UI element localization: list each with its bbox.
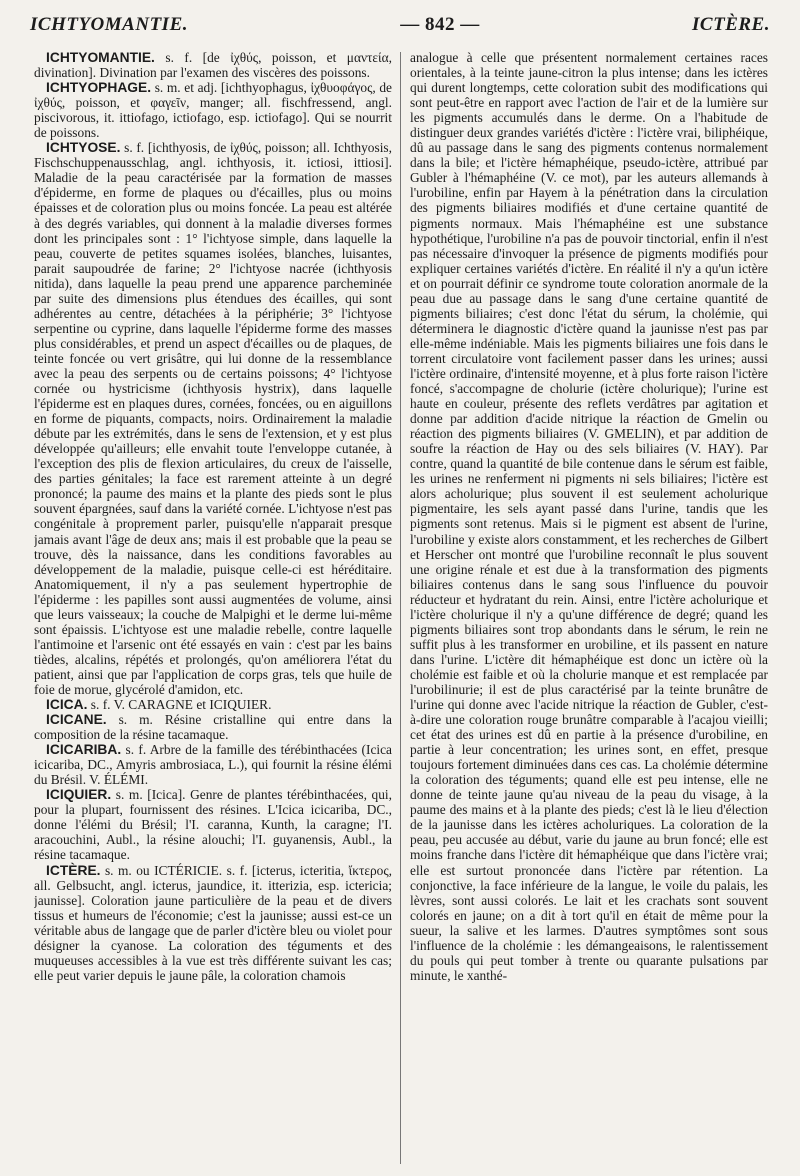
entry-iciquier [34, 787, 392, 862]
entry-ichtyose [34, 140, 392, 697]
headword: ICTÈRE. [46, 862, 101, 878]
headword: ICICA. [46, 697, 88, 713]
definition: s. f. Arbre de la famille des térébinthacées (Icica icicariba, DC., Amyris ambrosiaca, L.), qui fournit la résine élémi du Brésil. V. ÉLÉMI. [34, 742, 392, 788]
definition: s. m. ou ICTÉRICIE. s. f. [icterus, icteritia, ἴκτερος, all. Gelbsucht, angl. icterus, jaundice, it. itterizia, esp. ictericia; jaunisse]. Coloration jaune particulière de la peau et de divers tissus et humeurs de l'économie; c'est la jaunisse; aussi est-ce un véritable abus de langage que de parler d'ictère bleu ou violet pour désigner la cyanose. La coloration des téguments et des muqueuses accessibles à la vue est très différente suivant les cas; elle peut varier depuis le jaune pâle, la coloration chamois [34, 862, 392, 983]
entry-icica [34, 697, 392, 712]
entry-ichtyomantie [34, 50, 392, 80]
headword: ICHTYOMANTIE. [46, 50, 155, 65]
headword: ICHTYOPHAGE. [46, 80, 152, 96]
right-column [410, 50, 768, 1168]
entry-icicane [34, 712, 392, 742]
definition: s. m. [Icica]. Genre de plantes térébinthacées, qui, pour la plupart, fournissent des résines. L'Icica icicariba, DC., donne l'élémi du Brésil; l'I. caranna, Kunth, la caragne; l'I. aracouchini, Aubl., la résine alouchi; l'I. guyanensis, Aubl., la résine tacamaque. [34, 787, 392, 863]
definition: s. m. et adj. [ichthyophagus, ἰχθυοφάγος, de ἰχθύς, poisson, et φαγεῖν, manger; all. fischfressend, angl. piscivorous, it. ittiofago, ictiofago, esp. ictiofago]. Qui se nourrit de poissons. [34, 80, 392, 141]
entry-icicariba [34, 742, 392, 787]
headword: ICICARIBA. [46, 742, 122, 758]
page-number: — 842 — [400, 14, 480, 35]
definition: s. f. [de ἰχθύς, poisson, et μαντεία, divination]. Divination par l'examen des viscères des poissons. [34, 50, 392, 81]
entry-ictere-continued: analogue à celle que présentent normalement certaines races orientales, à la teinte jaune-citron la plus intense; dans les ictères qui durent longtemps, cette coloration subit des modifications qui sont peut-être en rapport avec l'action de l'air et de la lumière sur les pigments accumulés dans le derme. On a l'habitude de distinguer deux grandes variétés d'ictère : l'ictère vrai, biliphéique, dû au passage dans le sang des pigments contenus normalement dans la bile; et l'ictère hémaphéique, pseudo-ictère, attribué par Gubler à l'hémaphéine (V. ce mot), par les auteurs allemands à l'urobiline, enfin par Hayem à la pénétration dans la circulation des pigments biliaires modifiés et d'une certaine quantité de pigments normaux. Mais l'hémaphéine est une substance hypothétique, l'urobiline n'a pas de pouvoir tinctorial, enfin il n'est pas nécessaire d'invoquer la présence de pigments modifiés pour expliquer certaines variétés d'ictère. En réalité il n'y a qu'un ictère et on pourrait définir ce syndrome toute coloration anormale de la peau due au passage dans le sang d'une certaine quantité de pigments biliaires; c'est donc l'état du sérum, la cholémie, qui déterminera le diagnostic d'ictère quand la jaunisse n'est pas par elle-même indéniable. Mais les pigments biliaires une fois dans le torrent circulatoire vont facilement passer dans les urines; aussi l'ictère ordinaire, d'intensité moyenne, et à plus forte raison l'ictère foncé, s'accompagne de cholurie (ictère cholurique); l'urine est haute en couleur, présente des reflets verdâtres par agitation et donne par addition d'acide nitrique la réaction de Gmelin ou réaction des pigments biliaires (V. GMELIN), et par addition de soufre la réaction de Hay ou des sels biliaires (V. HAY). Par contre, quand la quantité de bile contenue dans le sérum est faible, les urines ne renferment ni pigments ni sels biliaires; l'ictère est alors acholurique; plus souvent il est seulement acholurique pigmentaire, les sels ayant passé dans l'urine, tandis que les pigments sont retenus. Mais si le pigment est absent de l'urine, l'urobiline y existe alors constamment, et les recherches de Gilbert et Herscher ont montré que l'urobiline reconnaît le plus souvent une origine rénale et est due à la transformation des pigments biliaires contenus dans le sang sous l'influence du pouvoir réducteur et hydratant du rein. Ainsi, entre l'ictère acholurique et l'ictère cholurique il n'y a qu'une différence de degré; quand les pigments biliaires sont trop abondants dans le sérum, le rein ne suffit plus à les transformer en urobiline, et ils passent en nature dans l'urine. L'ictère dit hémaphéique est donc un ictère où la cholémie est faible et où la cholurie manque et est remplacée par l'urobilinurie; il est de plus caractérisé par la teinte brunâtre de l'urine qui donne avec l'acide nitrique la réaction de Gubler, c'est-à-dire une coloration rouge brunâtre comparable à l'acajou vieilli; cet état des urines est dû en partie à la présence d'urobiline, en partie à leur concentration; les urines sont, en effet, presque toujours fortement diminuées dans ces cas. La cholémie détermine la coloration des téguments; quand elle est peu intense, elle ne donne de teinte jaune qu'au niveau de la peau du visage, à la paume des mains et à la plante des pieds; c'est là le lieu d'élection de la jaunisse dans les ictères acholuriques. La coloration de la peau, peu accusée au début, varie du jaune au brun foncé; elle est moins franche dans l'ictère dit hémaphéique que dans l'ictère vrai; elle est surtout prononcée dans l'ictère par rétention. La conjonctive, la face inférieure de la langue, le voile du palais, les lèvres, sont aussi colorés. Le lait et les crachats sont souvent colorés en jaune; on a dit à tort qu'il en était de même pour la sueur, la salive et les larmes. D'autres symptômes sont sous l'influence de la cholémie : les démangeaisons, le ralentissement du pouls qui peut tomber à trente ou quarante pulsations par minute, le xanthé- [410, 50, 768, 983]
column-divider [400, 52, 401, 1164]
headword: ICIQUIER. [46, 787, 112, 803]
definition: s. m. Résine cristalline qui entre dans la composition de la résine tacamaque. [34, 712, 392, 743]
headword: ICHTYOSE. [46, 140, 121, 156]
running-header [30, 14, 770, 42]
header-right-word: ICTÈRE. [692, 14, 770, 35]
definition: s. f. V. CARAGNE et ICIQUIER. [87, 697, 272, 713]
definition: s. f. [ichthyosis, de ἰχθύς, poisson; all. Ichthyosis, Fischschuppenausschlag, angl. ichthyosis, it. ictiosi, ittiosi]. Maladie de la peau caractérisée par la formation de masses d'épiderme, en forme de plaques ou d'écailles, plus ou moins épaisses et de coloration plus ou moins foncée. La peau est altérée à des degrés variables, qui donnent à la maladie diverses formes dont les principales sont : 1° l'ichtyose simple, dans laquelle la peau, couverte de petites squames isolées, blanches, luisantes, parait saupoudrée de farine; 2° l'ichtyose nacrée (ichthyosis nitida), dans laquelle la peau prend une apparence parcheminée par suite des dimensions plus étendues des écailles, qui sont adhérentes au centre, détachées à la périphérie; 3° l'ichtyose serpentine ou cyprine, dans laquelle l'épiderme forme des masses plus considérables, et prend un aspect d'écailles ou de plaques, de teinte foncée ou vert grisâtre, qui lui donne de la ressemblance avec la peau des serpents ou de certains poissons; 4° l'ichtyose cornée ou hystricisme (ichthyosis hystrix), dans laquelle l'épiderme est en plaques dures, cornées, foncées, ou en aiguillons en forme de piquants, compacts, noirs. Ordinairement la maladie débute par les extrémités, dans le sens de l'extension, et y est plus développée qu'ailleurs; elle envahit toute l'enveloppe cutanée, à l'exception des plis de flexion articulaires, du creux de l'aisselle, des parties génitales; la face est rarement atteinte à un degré prononcé; la paume des mains et la plante des pieds sont le plus souvent épargnées, sauf dans la variété cornée. L'ichtyose n'est pas congénitale à proprement parler, puisqu'elle n'apparait presque jamais avant l'âge de deux ans; mais il est probable que la peau se trouve, dès la naissance, dans les conditions favorables au développement de la maladie, puisque celle-ci est héréditaire. Anatomiquement, il n'y a pas seulement hypertrophie de l'épiderme : les papilles sont aussi augmentées de volume, ainsi que leurs vaisseaux; la couche de Malpighi et le derme lui-même sont épaissis. L'ichtyose est une maladie rebelle, contre laquelle l'antimoine et l'arsenic ont été essayés en vain : c'est par les bains tièdes, alcalins, répétés et prolongés, qu'on améliorera l'état du patient, ainsi que par l'application de corps gras, tels que huile de foie de morue, glycérolé d'amidon, etc. [34, 140, 392, 697]
headword: ICICANE. [46, 712, 107, 728]
header-left-word: ICHTYOMANTIE. [30, 14, 188, 35]
entry-ichtyophage [34, 80, 392, 140]
left-column [34, 50, 392, 1168]
entry-ictere [34, 863, 392, 983]
